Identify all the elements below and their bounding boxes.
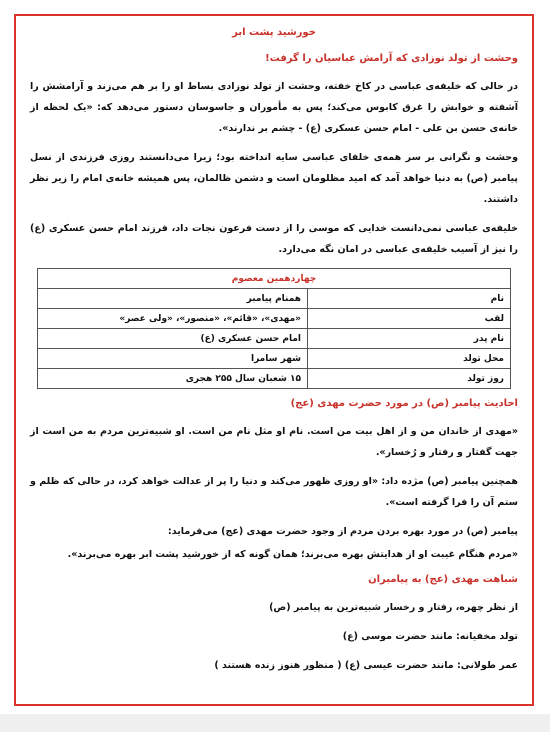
table-value: امام حسن عسکری (ع) (38, 329, 308, 349)
table-row (38, 289, 511, 309)
table-row (38, 309, 511, 329)
paragraph: تولد مخفیانه: مانند حضرت موسی (ع) (342, 631, 518, 642)
table-header: چهاردهمین معصوم (38, 269, 511, 289)
table-key: محل تولد (308, 349, 511, 369)
section-heading-2: احادیث پیامبر (ص) در مورد حضرت مهدی (عج) (290, 398, 518, 409)
paragraph: عمر طولانی: مانند حضرت عیسی (ع) ( منظور هنوز زنده هستند ) (214, 660, 518, 671)
section-heading-3: شباهت مهدی (عج) به پیامبران (368, 574, 518, 585)
paragraph: خلیفه‌ی عباسی نمی‌دانست خدایی که موسی را از دست فرعون نجات داد، فرزند امام حسن عسکری (ع) را نیز از آسیب خلیفه‌ی عباسی در امان نگه می‌دارد. (30, 223, 518, 255)
table-key: روز تولد (308, 369, 511, 389)
table-row (38, 349, 511, 369)
table-header-row (38, 269, 511, 289)
paragraph: «مردم هنگام غیبت او از هدایتش بهره می‌برند؛ همان گونه که از خورشید پشت ابر بهره می‌برند». (67, 549, 518, 560)
section-heading-1: وحشت از تولد نوزادی که آرامش عباسیان را گرفت! (265, 53, 518, 64)
table-key: نام پدر (308, 329, 511, 349)
paragraph: همچنین پیامبر (ص) مژده داد: «او روزی ظهور می‌کند و دنیا را پر از عدالت خواهد کرد، در حالی که ظلم و ستم آن را فرا گرفته است». (30, 476, 518, 508)
paragraph: پیامبر (ص) در مورد بهره بردن مردم از وجود حضرت مهدی (عج) می‌فرماید: (167, 526, 518, 537)
bottom-strip (0, 714, 550, 732)
paragraph: وحشت و نگرانی بر سر همه‌ی خلفای عباسی سایه انداخته بود؛ زیرا می‌دانستند روزی فرزندی از نسل پیامبر (ص) به دنیا خواهد آمد که امید مظلومان است و دشمن ظالمان، پس همیشه خانه‌ی امام را زیر نظر داشتند. (30, 152, 518, 205)
table-key: لقب (308, 309, 511, 329)
page-frame (14, 14, 534, 706)
table-value: «مهدی»، «قائم»، «منصور»، «ولی عصر» (38, 309, 308, 329)
document-content (16, 16, 532, 676)
paragraph: «مهدی از خاندان من و از اهل بیت من است. نام او مثل نام من است. او شبیه‌ترین مردم به من است از جهت گفتار و رفتار و رُخسار». (30, 426, 518, 458)
info-table (37, 268, 511, 389)
table-value: همنام پیامبر (38, 289, 308, 309)
paragraph: از نظر چهره، رفتار و رخسار شبیه‌ترین به پیامبر (ص) (269, 602, 518, 613)
table-row (38, 369, 511, 389)
paragraph: در حالی که خلیفه‌ی عباسی در کاخ خفته، وحشت از تولد نوزادی بساط او را بر هم می‌زند و آرامشش را آشفته و خوابش را غرق کابوس می‌کند؛ پس به مأموران و جاسوسان دستور می‌دهد که: «یک لحظه از خانه‌ی حسن بن علی - امام حسن عسکری (ع) - چشم بر ندارند». (30, 81, 518, 134)
page-title: خورشید پشت ابر (232, 27, 316, 38)
table-value: ۱۵ شعبان سال ۲۵۵ هجری (38, 369, 308, 389)
table-row (38, 329, 511, 349)
table-value: شهر سامرا (38, 349, 308, 369)
table-key: نام (308, 289, 511, 309)
